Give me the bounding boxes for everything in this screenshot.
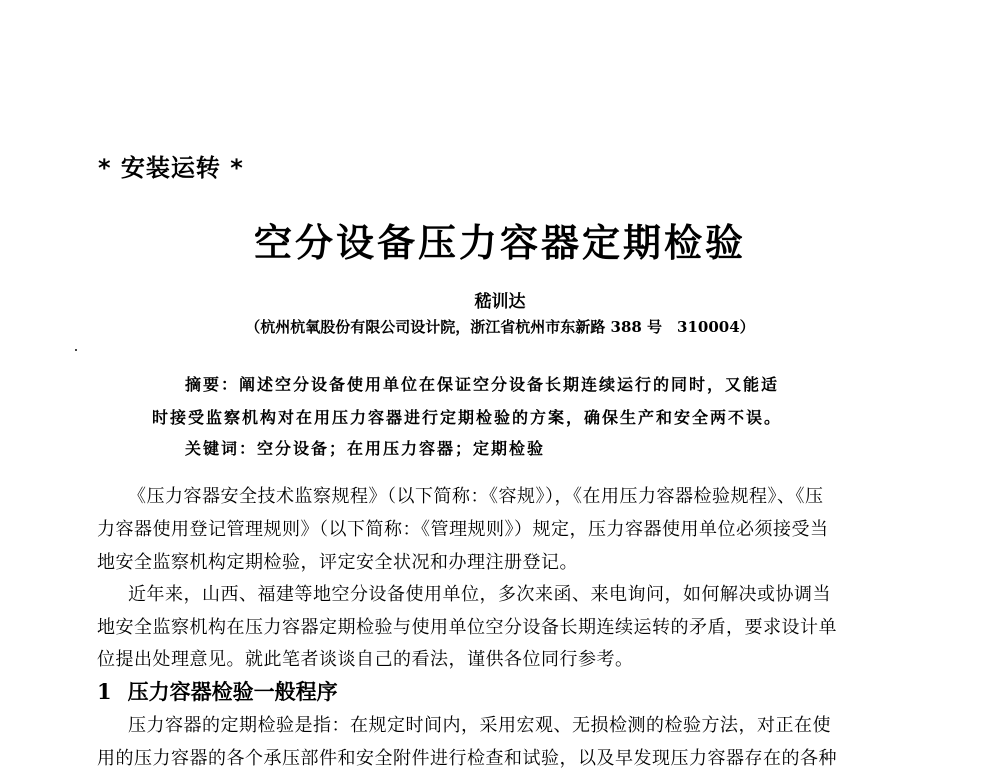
abstract-line-1 xyxy=(185,372,779,395)
article-title: 空分设备压力容器定期检验 xyxy=(253,220,746,265)
paragraph-2-line-2: 地安全监察机构在压力容器定期检验与使用单位空分设备长期连续运转的矛盾，要求设计单 xyxy=(97,617,837,638)
column-tag: * 安装运转 * xyxy=(98,154,244,182)
keywords-text: 空分设备；在用压力容器；定期检验 xyxy=(257,439,546,458)
paragraph-2-line-1: 近年来，山西、福建等地空分设备使用单位，多次来函、来电询问，如何解决或协调当 xyxy=(128,584,831,605)
abstract-line-2: 时接受监察机构对在用压力容器进行定期检验的方案，确保生产和安全两不误。 xyxy=(152,408,783,427)
keywords-label: 关键词： xyxy=(185,439,258,458)
section-1-line-1: 压力容器的定期检验是指：在规定时间内，采用宏观、无损检测的检验方法，对正在使 xyxy=(128,715,831,736)
affiliation: （杭州杭氧股份有限公司设计院，浙江省杭州市东新路 388 号 310004） xyxy=(245,318,755,336)
paragraph-1-line-2: 力容器使用登记管理规则》（以下简称：《管理规则》）规定，压力容器使用单位必须接受当 xyxy=(97,519,829,540)
paragraph-1-line-3: 地安全监察机构定期检验，评定安全状况和办理注册登记。 xyxy=(97,552,578,573)
paragraph-2-line-3: 位提出处理意见。就此笔者谈谈自己的看法，谨供各位同行参考。 xyxy=(97,649,634,670)
section-title: 压力容器检验一般程序 xyxy=(127,679,338,704)
abstract-label: 摘要： xyxy=(185,375,240,394)
paragraph-1-line-1: 《压力容器安全技术监察规程》（以下简称：《容规》），《在用压力容器检验规程》、《压 xyxy=(128,486,824,507)
scan-speck xyxy=(75,349,77,351)
author: 嵇训达 xyxy=(474,292,526,312)
section-1-line-2: 用的压力容器的各个承压部件和安全附件进行检查和试验，以及早发现压力容器存在的各种 xyxy=(97,748,837,769)
section-number: 1 xyxy=(97,679,112,704)
section-heading xyxy=(97,676,338,706)
keywords-line xyxy=(185,436,545,459)
abstract-text-1: 阐述空分设备使用单位在保证空分设备长期连续运行的同时，又能适 xyxy=(239,375,780,394)
